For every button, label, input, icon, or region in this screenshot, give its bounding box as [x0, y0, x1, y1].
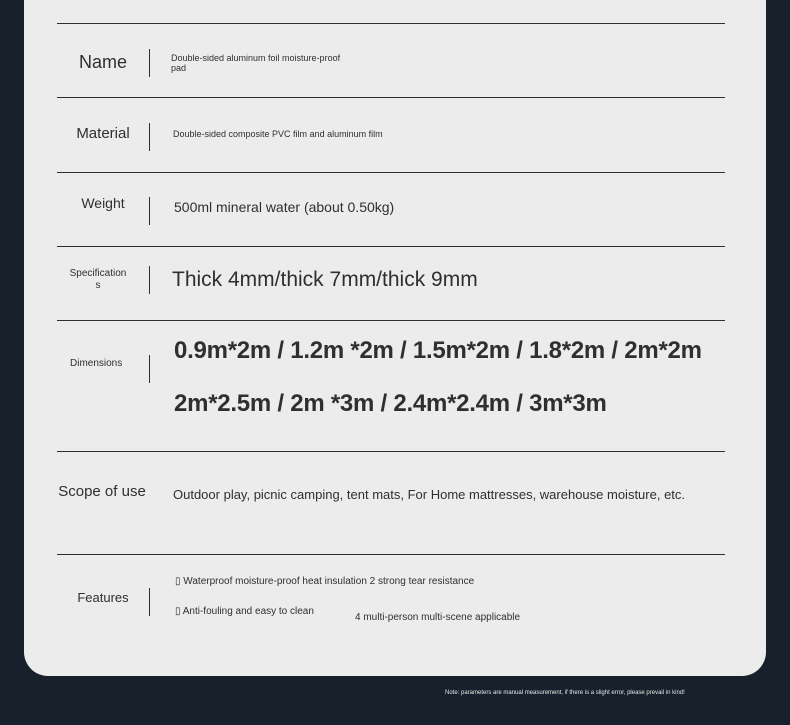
row-separator: [149, 123, 150, 151]
value-scope: Outdoor play, picnic camping, tent mats, For Home mattresses, warehouse moisture, etc.: [173, 487, 686, 502]
label-material: Material: [76, 125, 130, 142]
label-dimensions: Dimensions: [70, 358, 123, 369]
feature-bullet-icon: ▯: [175, 606, 183, 617]
row-separator: [149, 355, 150, 383]
row-separator: [149, 49, 150, 77]
footnote: Note: parameters are manual measurement, if there is a slight error, please prevail in kind!: [445, 690, 685, 696]
label-weight: Weight: [81, 195, 125, 211]
label-scope: Scope of use: [58, 483, 146, 500]
divider: [57, 451, 725, 452]
row-scope: [57, 482, 725, 512]
feature-bullet-icon: ▯: [175, 576, 184, 587]
row-name: [57, 43, 725, 93]
feature-2: [175, 606, 315, 618]
feature-1: [175, 576, 635, 587]
spec-card: [24, 0, 766, 676]
row-separator: [149, 588, 150, 616]
divider: [57, 554, 725, 555]
value-material: Double-sided composite PVC film and aluminum film: [173, 129, 383, 139]
row-features: [57, 576, 725, 632]
row-dimensions: [57, 335, 725, 425]
value-name: Double-sided aluminum foil moisture-proof pad: [171, 53, 341, 74]
dimensions-line-1: 0.9m*2m / 1.2m *2m / 1.5m*2m / 1.8*2m / 2m*2m: [174, 337, 702, 364]
label-features: Features: [77, 590, 129, 605]
value-specifications: Thick 4mm/thick 7mm/thick 9mm: [172, 268, 478, 291]
row-weight: [57, 196, 725, 226]
dimensions-line-2: 2m*2.5m / 2m *3m / 2.4m*2.4m / 3m*3m: [174, 390, 607, 417]
divider: [57, 320, 725, 321]
label-specifications: Specifications: [69, 268, 127, 291]
value-weight: 500ml mineral water (about 0.50kg): [174, 199, 395, 215]
label-name: Name: [78, 52, 127, 72]
row-separator: [149, 266, 150, 294]
row-separator: [149, 197, 150, 225]
divider: [57, 172, 725, 173]
divider: [57, 246, 725, 247]
feature-1-text: Waterproof moisture-proof heat insulation 2 strong tear resistance: [183, 576, 475, 587]
row-specifications: [57, 266, 725, 300]
divider: [57, 97, 725, 98]
row-material: [57, 120, 725, 156]
feature-2-text: Anti-fouling and easy to clean: [182, 606, 314, 617]
feature-3: 4 multi-person multi-scene applicable: [355, 612, 521, 623]
divider-top: [57, 23, 725, 24]
